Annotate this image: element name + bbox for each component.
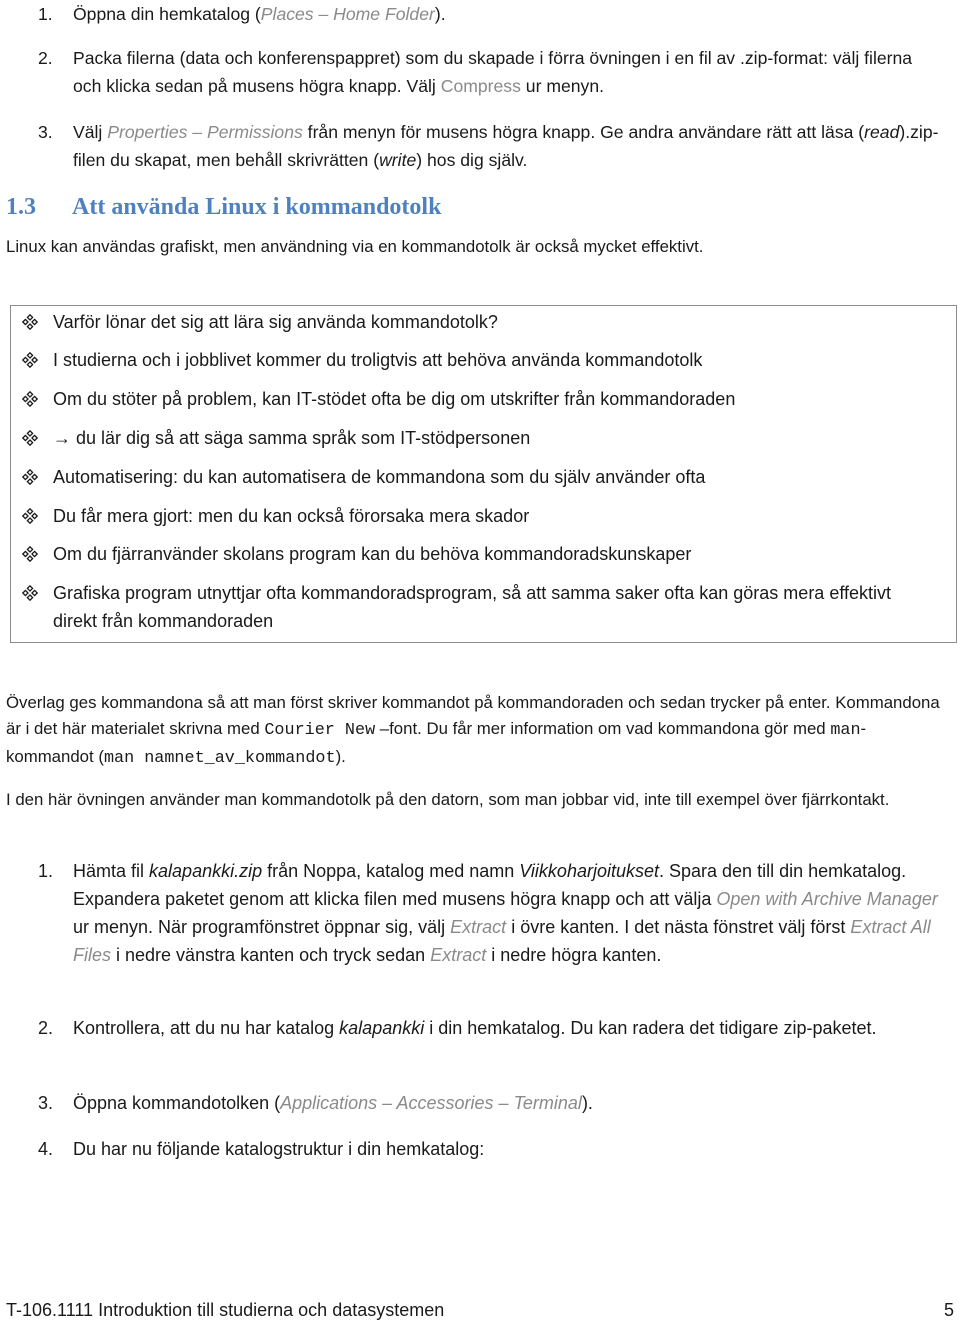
- list-item: [38, 1014, 940, 1042]
- bullet-item: [53, 502, 916, 530]
- list-number: 3.: [38, 1093, 54, 1113]
- text-segment: Extract: [430, 945, 487, 965]
- text-segment: från menyn för musens högra knapp. Ge andra användare rätt att läsa (: [302, 122, 865, 142]
- section-number: 1.3: [6, 194, 36, 220]
- text-segment: -kommandot (: [6, 719, 867, 766]
- bullet-box: [10, 305, 957, 643]
- text-segment: Applications – Accessories – Terminal: [280, 1093, 582, 1113]
- bullet-text: Om du fjärranvänder skolans program kan du behöva kommandoradskunskaper: [53, 544, 692, 564]
- text-segment: Packa filerna (data och konferenspappret) som du skapade i förra övningen i en fil av .zip-format: välj filerna och klicka sedan på musens högra knapp. Välj: [73, 48, 913, 96]
- text-segment: . Spara den till din hemkatalog. Expandera paketet genom att klicka filen med musens högra knapp och att välja: [73, 861, 907, 909]
- text-segment: Överlag ges kommandona så att man först skriver kommandot på kommandoraden och sedan trycker på enter. Kommandona är i det här materialet skrivna med: [6, 693, 940, 738]
- text-segment: kalapankki.zip: [149, 861, 263, 881]
- section-heading: [6, 191, 441, 223]
- text-segment: ) hos dig själv.: [416, 150, 528, 170]
- list-number: 2.: [38, 1018, 54, 1038]
- text-segment: ).zip-filen du skapat, men behåll skrivrätten (: [73, 122, 939, 170]
- bullet-item: [53, 540, 916, 568]
- text-segment: ).: [335, 747, 346, 766]
- text-segment: Compress: [440, 76, 521, 96]
- commands-paragraph: [6, 690, 946, 772]
- list-text: [73, 857, 940, 969]
- bullet-item: [53, 579, 916, 635]
- list-number: 1.: [38, 4, 53, 24]
- text-segment: read: [864, 122, 900, 142]
- bullet-item: [53, 424, 916, 452]
- list-text: [73, 1135, 940, 1163]
- text-segment: man namnet_av_kommandot: [103, 749, 336, 768]
- text-segment: Du har nu följande katalogstruktur i din hemkatalog:: [73, 1139, 485, 1159]
- bullet-text: Om du stöter på problem, kan IT-stödet ofta be dig om utskrifter från kommandoraden: [53, 389, 736, 409]
- list-item: [38, 44, 940, 100]
- text-segment: i din hemkatalog. Du kan radera det tidigare zip-paketet.: [424, 1018, 877, 1038]
- text-segment: Extract All Files: [73, 917, 931, 965]
- text-segment: ).: [434, 4, 446, 24]
- text-segment: i nedre högra kanten.: [486, 945, 662, 965]
- list-number: 4.: [38, 1139, 54, 1159]
- diamond-bullet-icon: [22, 469, 38, 485]
- list-text: [73, 1014, 940, 1042]
- text-segment: från Noppa, katalog med namn: [262, 861, 520, 881]
- text-segment: Open with Archive Manager: [716, 889, 938, 909]
- text-segment: Properties – Permissions: [107, 122, 303, 142]
- list-item: [38, 1135, 940, 1163]
- bullet-text: Varför lönar det sig att lära sig använda kommandotolk?: [53, 312, 498, 332]
- list-item: [38, 0, 940, 28]
- bullet-text: Du får mera gjort: men du kan också förorsaka mera skador: [53, 506, 530, 526]
- list-text: [73, 118, 940, 174]
- bullet-text: Grafiska program utnyttjar ofta kommandoradsprogram, så att samma saker ofta kan göras mera effektivt direkt från kommandoraden: [53, 583, 892, 631]
- list-number: 2.: [38, 48, 53, 68]
- list-number: 3.: [38, 122, 53, 142]
- bullet-text: Automatisering: du kan automatisera de kommandona som du själv använder ofta: [53, 467, 706, 487]
- list-item: [38, 857, 940, 969]
- diamond-bullet-icon: [22, 585, 38, 601]
- text-segment: ur menyn.: [520, 76, 605, 96]
- diamond-bullet-icon: [22, 546, 38, 562]
- text-segment: Hämta fil: [73, 861, 150, 881]
- bullet-item: [53, 385, 916, 413]
- text-segment: Courier New: [264, 721, 376, 740]
- bullet-item: [53, 346, 916, 374]
- diamond-bullet-icon: [22, 430, 38, 446]
- text-segment: Öppna din hemkatalog (: [73, 4, 261, 24]
- text-segment: Viikkoharjoitukset: [519, 861, 659, 881]
- text-segment: Välj: [73, 122, 108, 142]
- list-item: [38, 118, 940, 174]
- diamond-bullet-icon: [22, 508, 38, 524]
- list-item: [38, 1089, 940, 1117]
- bullet-item: [53, 308, 916, 336]
- section-title: Att använda Linux i kommandotolk: [72, 194, 442, 220]
- text-segment: Places – Home Folder: [260, 4, 435, 24]
- text-segment: Extract: [450, 917, 507, 937]
- list-number: 1.: [38, 861, 54, 881]
- intro-paragraph: Linux kan användas grafiskt, men användning via en kommandotolk är också mycket effektivt.: [6, 237, 704, 256]
- bullet-item: [53, 463, 916, 491]
- text-segment: i nedre vänstra kanten och tryck sedan: [111, 945, 431, 965]
- text-segment: ).: [581, 1093, 593, 1113]
- list-text: [73, 1089, 940, 1117]
- list-text: [73, 44, 940, 100]
- diamond-bullet-icon: [22, 314, 38, 330]
- text-segment: write: [379, 150, 417, 170]
- text-segment: man: [830, 721, 861, 740]
- remote-paragraph: I den här övningen använder man kommandotolk på den datorn, som man jobbar vid, inte till exempel över fjärrkontakt.: [6, 790, 890, 809]
- text-segment: i övre kanten. I det nästa fönstret välj först: [506, 917, 851, 937]
- diamond-bullet-icon: [22, 352, 38, 368]
- text-segment: Kontrollera, att du nu har katalog: [73, 1018, 340, 1038]
- bullet-text: I studierna och i jobblivet kommer du troligtvis att behöva använda kommandotolk: [53, 350, 703, 370]
- course-title: T-106.1111 Introduktion till studierna och datasystemen: [6, 1300, 445, 1320]
- text-segment: Öppna kommandotolken (: [73, 1093, 281, 1113]
- page-number: 5: [943, 1300, 954, 1320]
- text-segment: –font. Du får mer information om vad kommandona gör med: [375, 719, 831, 738]
- text-segment: ur menyn. När programfönstret öppnar sig, välj: [73, 917, 451, 937]
- diamond-bullet-icon: [22, 391, 38, 407]
- text-segment: kalapankki: [339, 1018, 425, 1038]
- list-text: [73, 0, 940, 28]
- bullet-text: → du lär dig så att säga samma språk som IT-stödpersonen: [53, 428, 531, 448]
